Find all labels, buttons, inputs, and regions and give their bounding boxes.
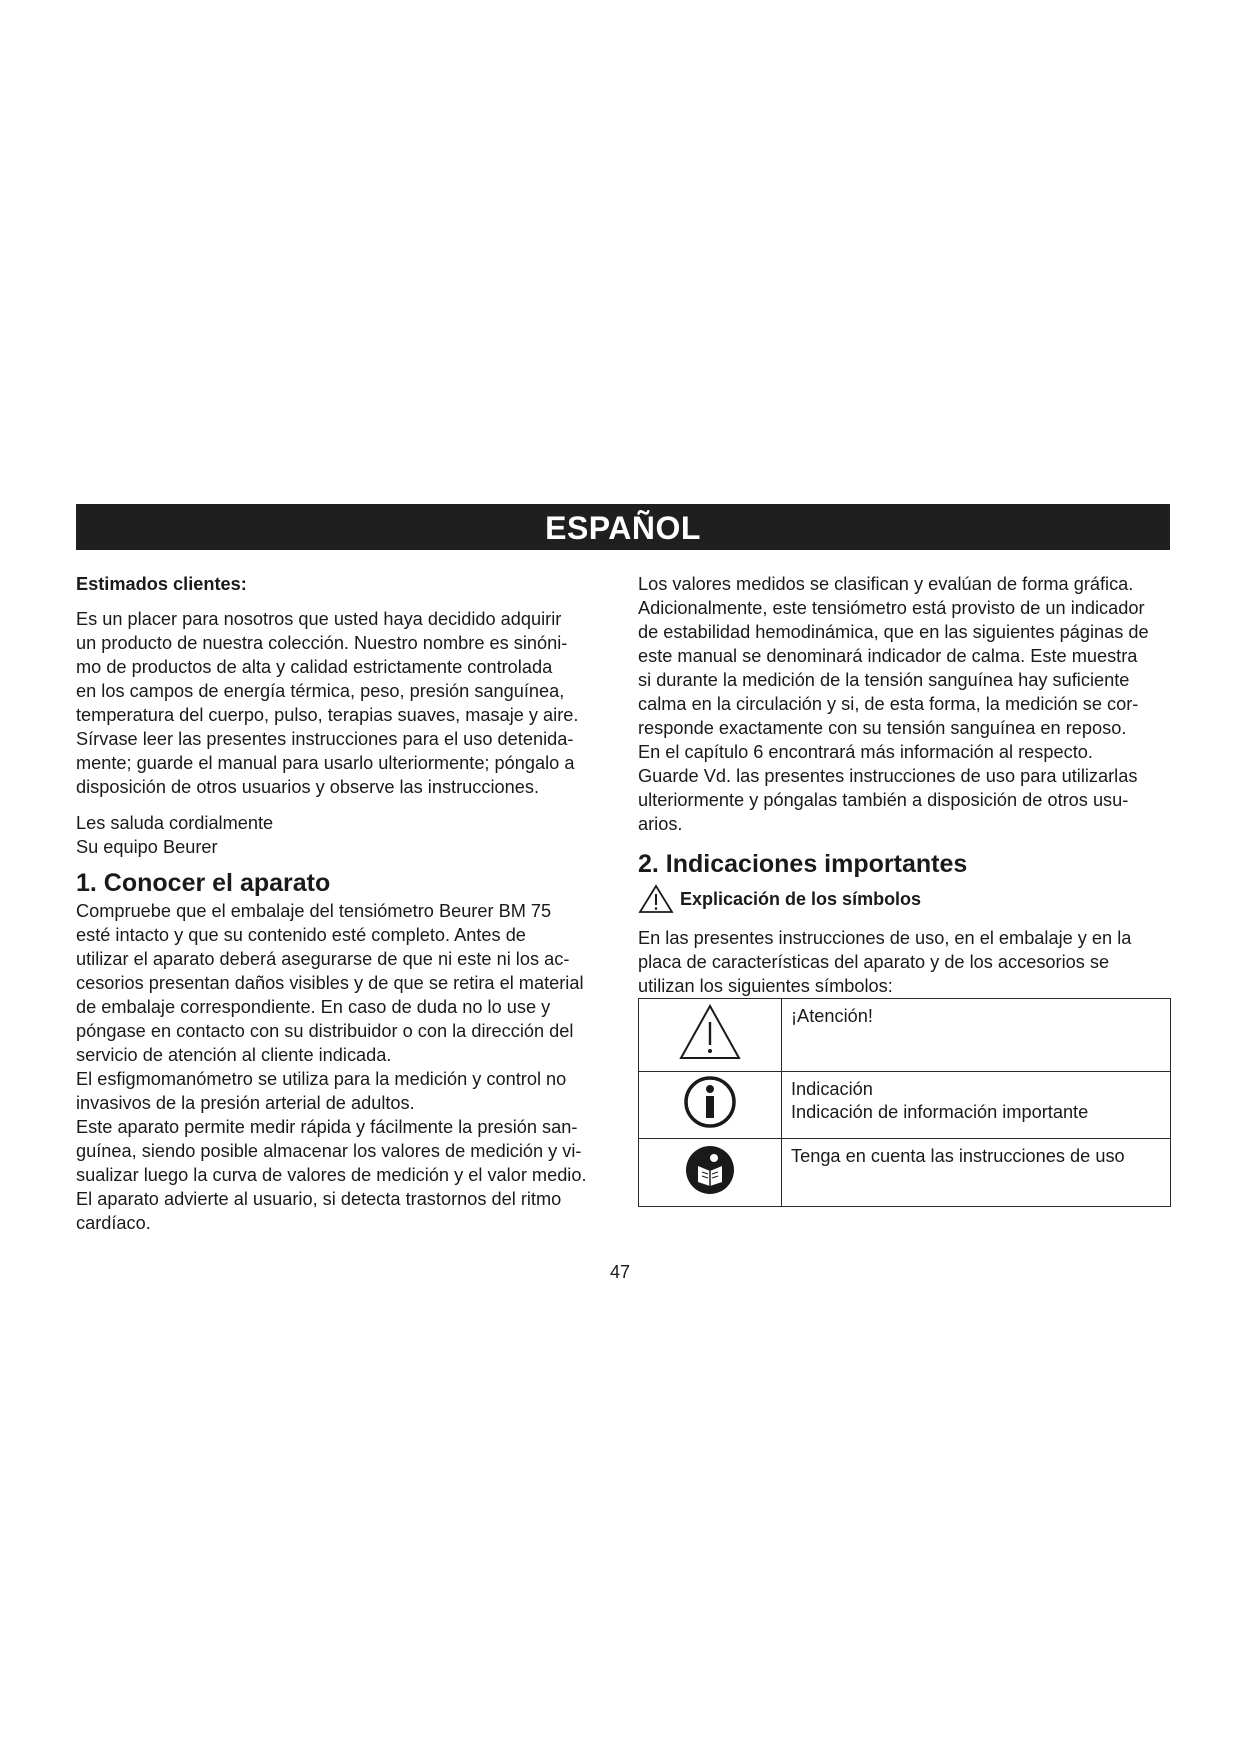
text-line: invasivos de la presión arterial de adultos. [76, 1093, 415, 1113]
text-line: guínea, siendo posible almacenar los valores de medición y vi- [76, 1141, 582, 1161]
text-line: utilizar el aparato deberá asegurarse de que ni este ni los ac- [76, 949, 570, 969]
right-column [638, 572, 1172, 998]
text-line: Guarde Vd. las presentes instrucciones de uso para utilizarlas [638, 766, 1138, 786]
info-icon [683, 1075, 737, 1129]
warning-triangle-icon [638, 884, 674, 914]
text-line: responde exactamente con su tensión sanguínea en reposo. [638, 718, 1127, 738]
read-manual-icon [684, 1144, 736, 1196]
text-line: en los campos de energía térmica, peso, presión sanguínea, [76, 681, 565, 701]
closing [76, 811, 606, 859]
symbols-heading-label: Explicación de los símbolos [680, 889, 922, 909]
page-title: ESPAÑOL [545, 510, 701, 546]
language-banner [76, 504, 1170, 550]
text-line: Adicionalmente, este tensiómetro está provisto de un indicador [638, 598, 1145, 618]
symbols-heading [638, 884, 1172, 914]
table-row [639, 999, 1171, 1072]
symbol-cell [639, 1139, 782, 1207]
symbol-cell [639, 1072, 782, 1139]
text-line: utilizan los siguientes símbolos: [638, 976, 893, 996]
text-line: mo de productos de alta y calidad estrictamente controlada [76, 657, 553, 677]
text-line: Su equipo Beurer [76, 837, 218, 857]
text-line: póngase en contacto con su distribuidor o con la dirección del [76, 1021, 574, 1041]
text-line: esté intacto y que su contenido esté completo. Antes de [76, 925, 526, 945]
text-line: disposición de otros usuarios y observe las instrucciones. [76, 777, 539, 797]
intro-paragraph [76, 607, 606, 799]
page-number: 47 [609, 1262, 631, 1282]
section-1-body [76, 899, 606, 1235]
table-row [639, 1072, 1171, 1139]
table-row [639, 1139, 1171, 1207]
symbol-label: Tenga en cuenta las instrucciones de uso [791, 1146, 1125, 1166]
text-line: El aparato advierte al usuario, si detecta trastornos del ritmo [76, 1189, 562, 1209]
section-2-heading: 2. Indicaciones importantes [638, 850, 968, 878]
text-line: Los valores medidos se clasifican y evalúan de forma gráfica. [638, 574, 1134, 594]
text-line: cardíaco. [76, 1213, 151, 1233]
symbol-description [782, 1072, 1171, 1139]
text-line: placa de características del aparato y de los accesorios se [638, 952, 1110, 972]
text-line: ulteriormente y póngalas también a disposición de otros usu- [638, 790, 1129, 810]
text-line: Es un placer para nosotros que usted haya decidido adquirir [76, 609, 562, 629]
text-line: calma en la circulación y si, de esta forma, la medición se cor- [638, 694, 1139, 714]
left-column [76, 572, 606, 1235]
text-line: temperatura del cuerpo, pulso, terapias suaves, masaje y aire. [76, 705, 579, 725]
text-line: En el capítulo 6 encontrará más información al respecto. [638, 742, 1093, 762]
symbol-description [782, 1139, 1171, 1207]
symbol-detail: Indicación de información importante [791, 1102, 1089, 1122]
text-line: este manual se denominará indicador de calma. Este muestra [638, 646, 1138, 666]
text-line: Sírvase leer las presentes instrucciones para el uso detenida- [76, 729, 574, 749]
text-line: de embalaje correspondiente. En caso de duda no lo use y [76, 997, 551, 1017]
symbol-description [782, 999, 1171, 1072]
symbol-label: ¡Atención! [791, 1006, 873, 1026]
text-line: arios. [638, 814, 683, 834]
text-line: si durante la medición de la tensión sanguínea hay suficiente [638, 670, 1130, 690]
intro-paragraph-continued [638, 572, 1172, 836]
greeting: Estimados clientes: [76, 574, 247, 594]
symbols-intro [638, 926, 1172, 998]
symbols-table [638, 998, 1171, 1207]
text-line: En las presentes instrucciones de uso, en el embalaje y en la [638, 928, 1132, 948]
text-line: un producto de nuestra colección. Nuestro nombre es sinóni- [76, 633, 568, 653]
text-line: El esfigmomanómetro se utiliza para la medición y control no [76, 1069, 567, 1089]
symbol-cell [639, 999, 782, 1072]
text-line: mente; guarde el manual para usarlo ulteriormente; póngalo a [76, 753, 575, 773]
warning-triangle-icon [678, 1003, 742, 1061]
text-line: de estabilidad hemodinámica, que en las siguientes páginas de [638, 622, 1149, 642]
text-line: sualizar luego la curva de valores de medición y el valor medio. [76, 1165, 587, 1185]
section-1-heading: 1. Conocer el aparato [76, 869, 331, 897]
text-line: servicio de atención al cliente indicada. [76, 1045, 392, 1065]
symbol-label: Indicación [791, 1079, 873, 1099]
text-line: Este aparato permite medir rápida y fácilmente la presión san- [76, 1117, 578, 1137]
text-line: Compruebe que el embalaje del tensiómetro Beurer BM 75 [76, 901, 552, 921]
text-line: cesorios presentan daños visibles y de que se retira el material [76, 973, 584, 993]
text-line: Les saluda cordialmente [76, 813, 274, 833]
